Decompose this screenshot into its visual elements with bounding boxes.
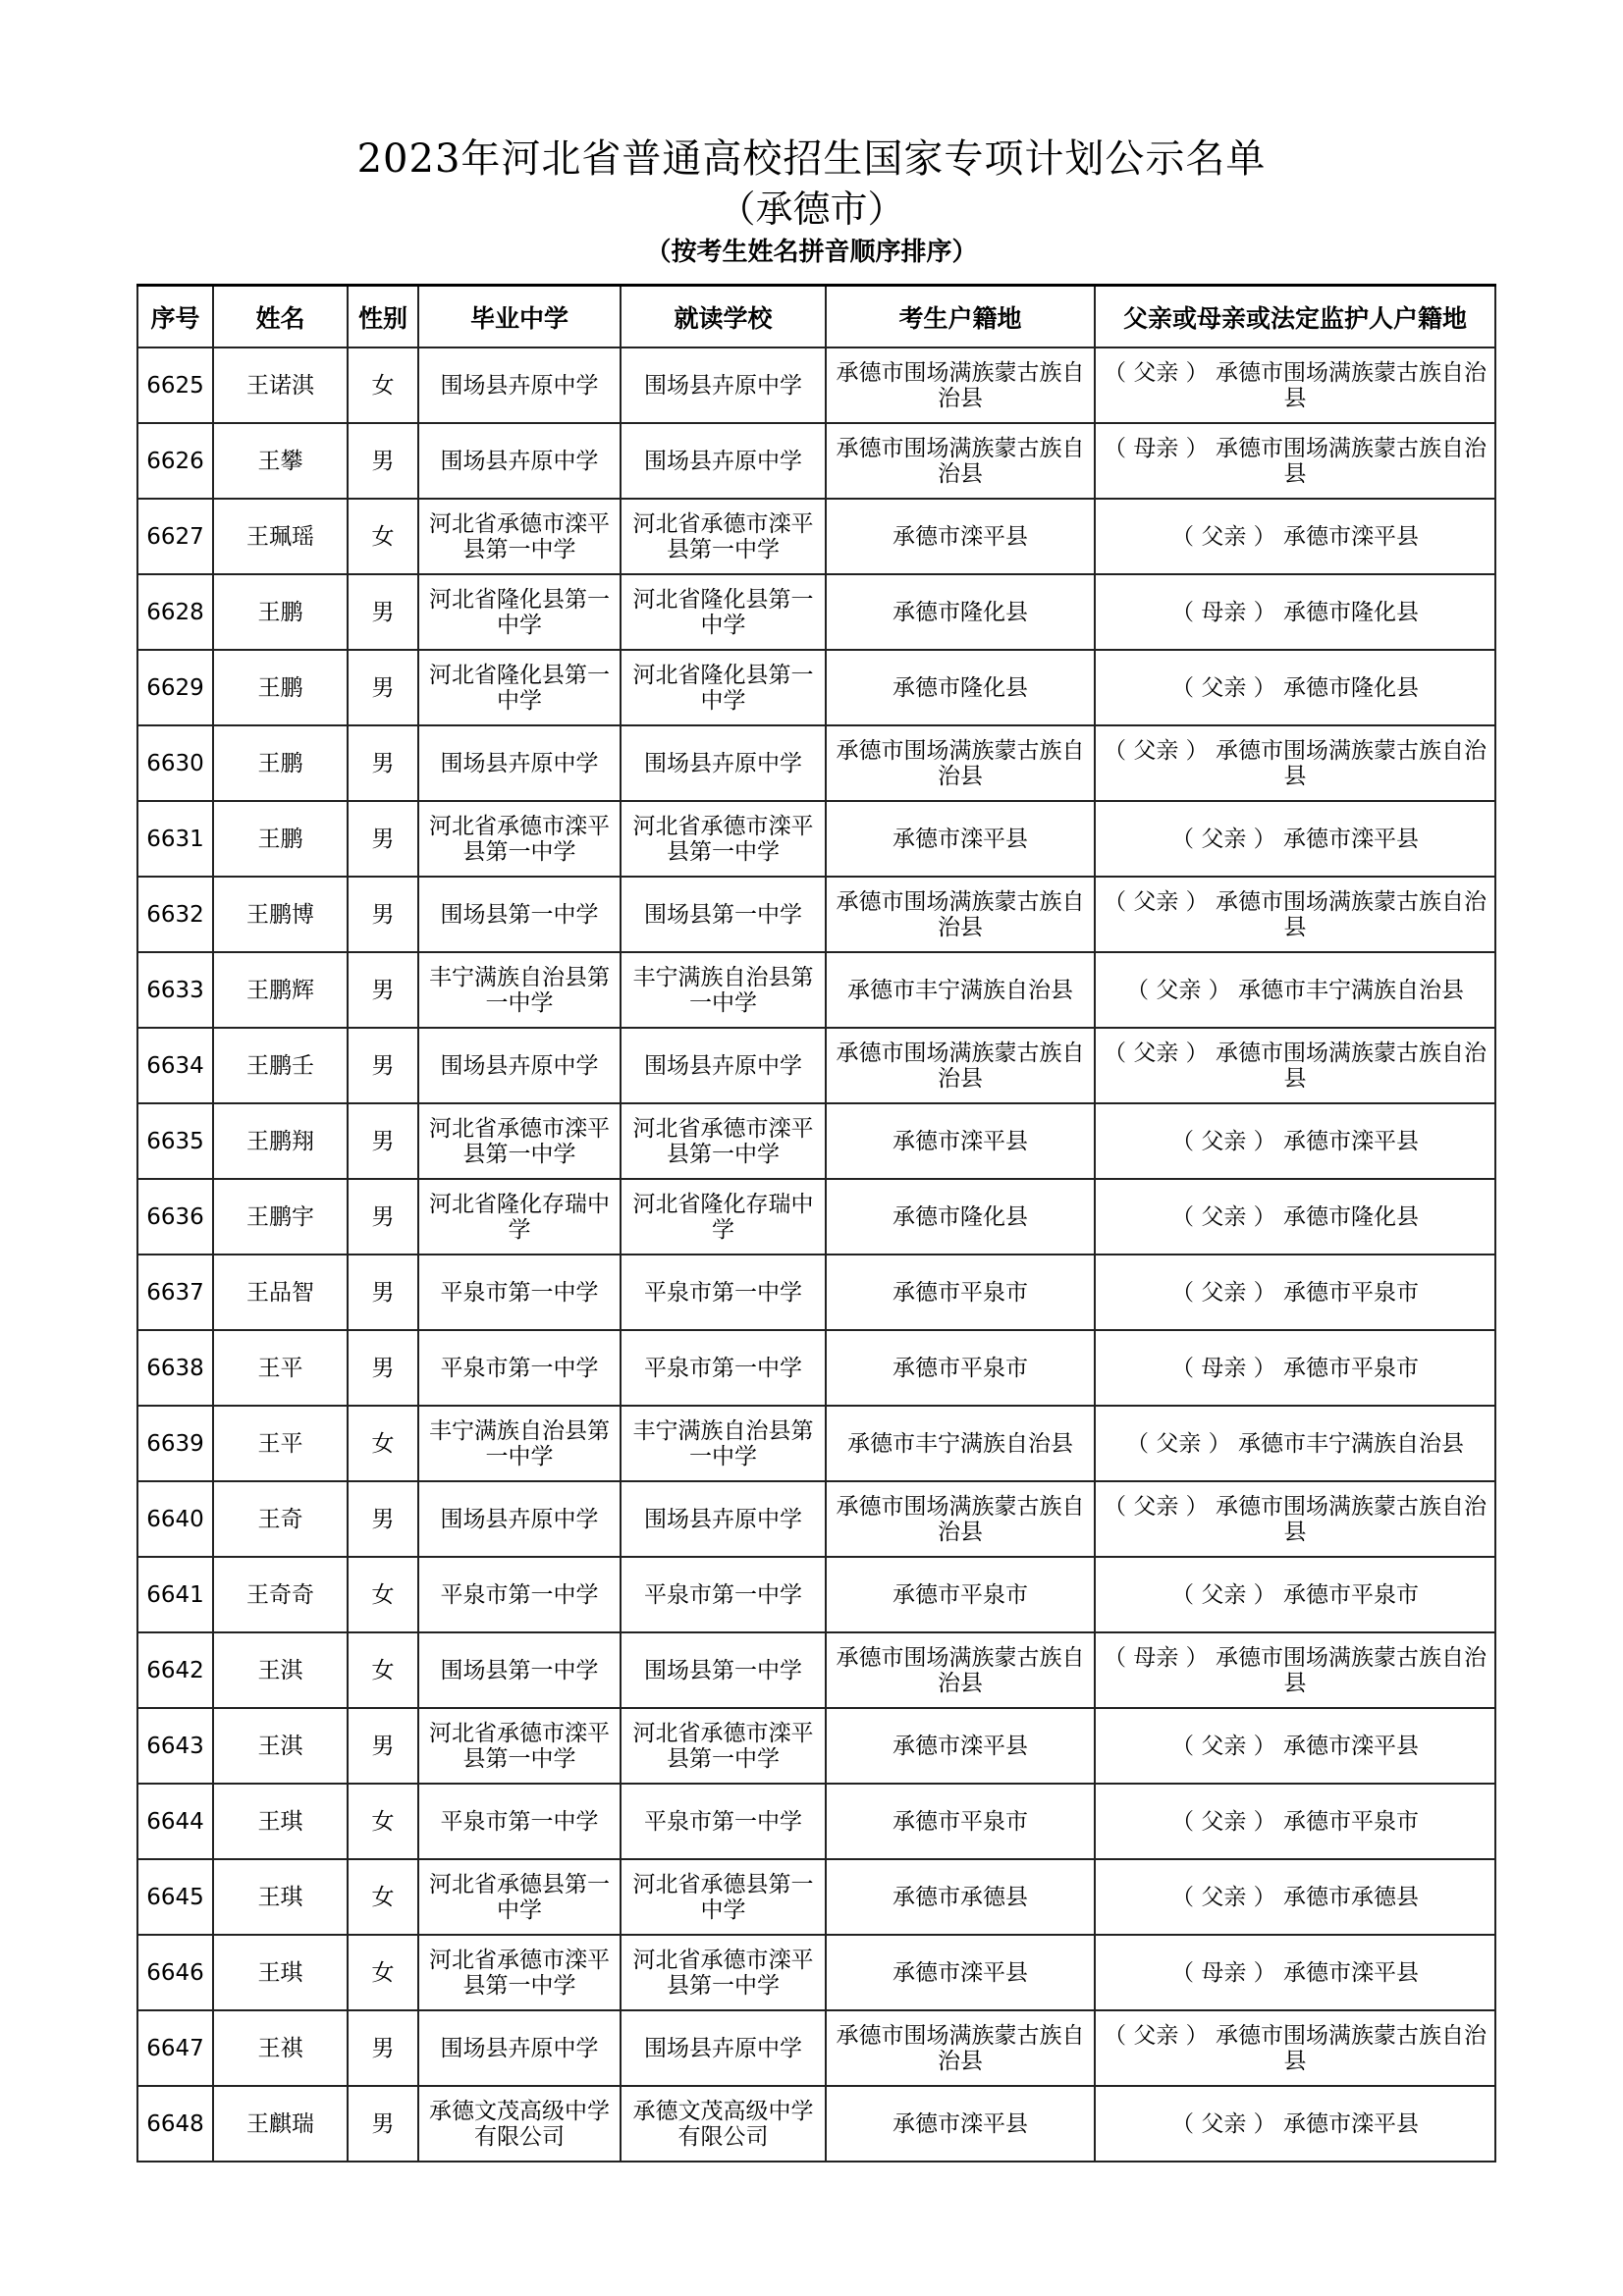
- table-row: [137, 1028, 1495, 1103]
- cell-student-residence: 承德市平泉市: [826, 1784, 1095, 1859]
- cell-name: 王珮瑶: [213, 499, 348, 574]
- cell-graduation-school: 围场县卉原中学: [418, 1028, 621, 1103]
- cell-name: 王琪: [213, 1859, 348, 1935]
- cell-guardian-residence: （ 父亲 ） 承德市围场满族蒙古族自治县: [1095, 347, 1495, 423]
- cell-graduation-school: 平泉市第一中学: [418, 1784, 621, 1859]
- cell-seq: 6639: [137, 1406, 213, 1481]
- cell-guardian-residence: （ 父亲 ） 承德市围场满族蒙古族自治县: [1095, 725, 1495, 801]
- cell-student-residence: 承德市滦平县: [826, 1708, 1095, 1784]
- header-cell-graduation-school: 毕业中学: [418, 286, 621, 348]
- cell-guardian-residence: （ 母亲 ） 承德市围场满族蒙古族自治县: [1095, 423, 1495, 499]
- cell-graduation-school: 河北省隆化存瑞中学: [418, 1179, 621, 1255]
- cell-guardian-residence: （ 父亲 ） 承德市平泉市: [1095, 1557, 1495, 1632]
- cell-student-residence: 承德市承德县: [826, 1859, 1095, 1935]
- header-cell-guardian-residence: 父亲或母亲或法定监护人户籍地: [1095, 286, 1495, 348]
- document-subtitle: （承德市）: [718, 187, 905, 231]
- cell-guardian-residence: （ 父亲 ） 承德市围场满族蒙古族自治县: [1095, 1028, 1495, 1103]
- cell-guardian-residence: （ 父亲 ） 承德市围场满族蒙古族自治县: [1095, 1481, 1495, 1557]
- cell-graduation-school: 河北省承德市滦平县第一中学: [418, 1935, 621, 2010]
- cell-graduation-school: 围场县卉原中学: [418, 423, 621, 499]
- cell-seq: 6628: [137, 574, 213, 650]
- table-row: [137, 574, 1495, 650]
- cell-seq: 6634: [137, 1028, 213, 1103]
- cell-name: 王琪: [213, 1784, 348, 1859]
- cell-gender: 男: [348, 801, 418, 877]
- cell-name: 王鹏: [213, 801, 348, 877]
- cell-seq: 6630: [137, 725, 213, 801]
- cell-name: 王品智: [213, 1255, 348, 1330]
- table-row: [137, 1632, 1495, 1708]
- cell-seq: 6632: [137, 877, 213, 952]
- cell-guardian-residence: （ 父亲 ） 承德市平泉市: [1095, 1784, 1495, 1859]
- cell-current-school: 围场县第一中学: [621, 877, 826, 952]
- cell-student-residence: 承德市滦平县: [826, 801, 1095, 877]
- cell-student-residence: 承德市围场满族蒙古族自治县: [826, 347, 1095, 423]
- table-row: [137, 1935, 1495, 2010]
- table-row: [137, 801, 1495, 877]
- header-row: [137, 286, 1495, 348]
- cell-gender: 男: [348, 1708, 418, 1784]
- cell-graduation-school: 围场县卉原中学: [418, 1481, 621, 1557]
- cell-current-school: 河北省承德市滦平县第一中学: [621, 801, 826, 877]
- table-row: [137, 1708, 1495, 1784]
- table-row: [137, 499, 1495, 574]
- cell-gender: 女: [348, 1557, 418, 1632]
- table-row: [137, 1784, 1495, 1859]
- table-row: [137, 952, 1495, 1028]
- cell-graduation-school: 围场县第一中学: [418, 1632, 621, 1708]
- cell-graduation-school: 河北省隆化县第一中学: [418, 650, 621, 725]
- cell-graduation-school: 围场县卉原中学: [418, 725, 621, 801]
- cell-student-residence: 承德市围场满族蒙古族自治县: [826, 2010, 1095, 2086]
- table-row: [137, 725, 1495, 801]
- table-row: [137, 2086, 1495, 2162]
- cell-gender: 男: [348, 2010, 418, 2086]
- cell-graduation-school: 围场县第一中学: [418, 877, 621, 952]
- header-cell-gender: 性别: [348, 286, 418, 348]
- cell-guardian-residence: （ 母亲 ） 承德市围场满族蒙古族自治县: [1095, 1632, 1495, 1708]
- document-title: 2023年河北省普通高校招生国家专项计划公示名单: [356, 136, 1267, 182]
- cell-seq: 6646: [137, 1935, 213, 2010]
- cell-gender: 男: [348, 1481, 418, 1557]
- cell-seq: 6638: [137, 1330, 213, 1406]
- cell-student-residence: 承德市丰宁满族自治县: [826, 1406, 1095, 1481]
- cell-guardian-residence: （ 父亲 ） 承德市滦平县: [1095, 1708, 1495, 1784]
- cell-seq: 6647: [137, 2010, 213, 2086]
- cell-guardian-residence: （ 父亲 ） 承德市隆化县: [1095, 650, 1495, 725]
- cell-gender: 女: [348, 1935, 418, 2010]
- cell-student-residence: 承德市滦平县: [826, 499, 1095, 574]
- cell-guardian-residence: （ 父亲 ） 承德市滦平县: [1095, 801, 1495, 877]
- cell-student-residence: 承德市围场满族蒙古族自治县: [826, 1028, 1095, 1103]
- cell-graduation-school: 丰宁满族自治县第一中学: [418, 1406, 621, 1481]
- cell-student-residence: 承德市滦平县: [826, 1935, 1095, 2010]
- cell-seq: 6637: [137, 1255, 213, 1330]
- cell-student-residence: 承德市围场满族蒙古族自治县: [826, 1481, 1095, 1557]
- cell-seq: 6643: [137, 1708, 213, 1784]
- cell-current-school: 河北省隆化县第一中学: [621, 574, 826, 650]
- cell-name: 王攀: [213, 423, 348, 499]
- table-row: [137, 1103, 1495, 1179]
- cell-current-school: 平泉市第一中学: [621, 1557, 826, 1632]
- cell-graduation-school: 河北省承德县第一中学: [418, 1859, 621, 1935]
- header-cell-name: 姓名: [213, 286, 348, 348]
- sort-note: （按考生姓名拼音顺序排序）: [645, 238, 978, 267]
- cell-name: 王鹏翔: [213, 1103, 348, 1179]
- table-row: [137, 1481, 1495, 1557]
- cell-gender: 男: [348, 1028, 418, 1103]
- table-row: [137, 1330, 1495, 1406]
- cell-current-school: 丰宁满族自治县第一中学: [621, 1406, 826, 1481]
- cell-student-residence: 承德市丰宁满族自治县: [826, 952, 1095, 1028]
- table-row: [137, 1406, 1495, 1481]
- cell-name: 王鹏: [213, 725, 348, 801]
- cell-seq: 6641: [137, 1557, 213, 1632]
- cell-current-school: 河北省承德市滦平县第一中学: [621, 1103, 826, 1179]
- cell-graduation-school: 河北省承德市滦平县第一中学: [418, 499, 621, 574]
- cell-gender: 男: [348, 1255, 418, 1330]
- cell-gender: 女: [348, 1632, 418, 1708]
- cell-gender: 男: [348, 725, 418, 801]
- cell-current-school: 河北省承德市滦平县第一中学: [621, 1708, 826, 1784]
- cell-gender: 女: [348, 499, 418, 574]
- cell-guardian-residence: （ 父亲 ） 承德市滦平县: [1095, 1103, 1495, 1179]
- cell-student-residence: 承德市隆化县: [826, 1179, 1095, 1255]
- cell-guardian-residence: （ 父亲 ） 承德市承德县: [1095, 1859, 1495, 1935]
- table-row: [137, 1255, 1495, 1330]
- table-row: [137, 877, 1495, 952]
- cell-current-school: 围场县卉原中学: [621, 1481, 826, 1557]
- cell-graduation-school: 河北省承德市滦平县第一中学: [418, 1708, 621, 1784]
- cell-name: 王奇: [213, 1481, 348, 1557]
- cell-gender: 男: [348, 1179, 418, 1255]
- cell-graduation-school: 河北省承德市滦平县第一中学: [418, 801, 621, 877]
- table-row: [137, 347, 1495, 423]
- cell-gender: 女: [348, 1859, 418, 1935]
- cell-name: 王祺: [213, 2010, 348, 2086]
- cell-guardian-residence: （ 父亲 ） 承德市围场满族蒙古族自治县: [1095, 2010, 1495, 2086]
- cell-current-school: 河北省承德市滦平县第一中学: [621, 499, 826, 574]
- cell-name: 王鹏辉: [213, 952, 348, 1028]
- cell-graduation-school: 围场县卉原中学: [418, 347, 621, 423]
- table-row: [137, 1557, 1495, 1632]
- cell-seq: 6631: [137, 801, 213, 877]
- cell-name: 王奇奇: [213, 1557, 348, 1632]
- table-row: [137, 1859, 1495, 1935]
- cell-name: 王诺淇: [213, 347, 348, 423]
- table-row: [137, 2010, 1495, 2086]
- header-cell-current-school: 就读学校: [621, 286, 826, 348]
- cell-gender: 男: [348, 2086, 418, 2162]
- cell-gender: 男: [348, 1330, 418, 1406]
- header-cell-seq: 序号: [137, 286, 213, 348]
- table-row: [137, 650, 1495, 725]
- table-header: [137, 286, 1495, 348]
- cell-seq: 6645: [137, 1859, 213, 1935]
- cell-student-residence: 承德市平泉市: [826, 1557, 1095, 1632]
- cell-seq: 6625: [137, 347, 213, 423]
- cell-graduation-school: 河北省隆化县第一中学: [418, 574, 621, 650]
- cell-student-residence: 承德市围场满族蒙古族自治县: [826, 877, 1095, 952]
- cell-current-school: 河北省承德县第一中学: [621, 1859, 826, 1935]
- cell-guardian-residence: （ 母亲 ） 承德市滦平县: [1095, 1935, 1495, 2010]
- cell-student-residence: 承德市滦平县: [826, 1103, 1095, 1179]
- cell-name: 王鹏: [213, 650, 348, 725]
- cell-name: 王琪: [213, 1935, 348, 2010]
- cell-current-school: 围场县卉原中学: [621, 2010, 826, 2086]
- cell-seq: 6644: [137, 1784, 213, 1859]
- cell-student-residence: 承德市隆化县: [826, 650, 1095, 725]
- cell-graduation-school: 平泉市第一中学: [418, 1557, 621, 1632]
- cell-student-residence: 承德市滦平县: [826, 2086, 1095, 2162]
- cell-seq: 6642: [137, 1632, 213, 1708]
- cell-student-residence: 承德市平泉市: [826, 1255, 1095, 1330]
- cell-guardian-residence: （ 父亲 ） 承德市滦平县: [1095, 2086, 1495, 2162]
- cell-seq: 6633: [137, 952, 213, 1028]
- cell-guardian-residence: （ 父亲 ） 承德市滦平县: [1095, 499, 1495, 574]
- cell-graduation-school: 丰宁满族自治县第一中学: [418, 952, 621, 1028]
- cell-student-residence: 承德市隆化县: [826, 574, 1095, 650]
- cell-name: 王鹏: [213, 574, 348, 650]
- cell-name: 王麒瑞: [213, 2086, 348, 2162]
- cell-seq: 6648: [137, 2086, 213, 2162]
- cell-gender: 男: [348, 877, 418, 952]
- cell-name: 王鹏壬: [213, 1028, 348, 1103]
- cell-seq: 6640: [137, 1481, 213, 1557]
- cell-gender: 女: [348, 1784, 418, 1859]
- cell-name: 王淇: [213, 1708, 348, 1784]
- table-row: [137, 1179, 1495, 1255]
- cell-student-residence: 承德市围场满族蒙古族自治县: [826, 423, 1095, 499]
- cell-guardian-residence: （ 父亲 ） 承德市隆化县: [1095, 1179, 1495, 1255]
- roster-table: [136, 284, 1496, 2163]
- cell-student-residence: 承德市围场满族蒙古族自治县: [826, 1632, 1095, 1708]
- cell-seq: 6636: [137, 1179, 213, 1255]
- cell-guardian-residence: （ 父亲 ） 承德市围场满族蒙古族自治县: [1095, 877, 1495, 952]
- cell-guardian-residence: （ 母亲 ） 承德市隆化县: [1095, 574, 1495, 650]
- cell-gender: 男: [348, 1103, 418, 1179]
- cell-gender: 男: [348, 423, 418, 499]
- cell-guardian-residence: （ 父亲 ） 承德市平泉市: [1095, 1255, 1495, 1330]
- cell-student-residence: 承德市围场满族蒙古族自治县: [826, 725, 1095, 801]
- header-cell-student-residence: 考生户籍地: [826, 286, 1095, 348]
- cell-gender: 女: [348, 347, 418, 423]
- cell-current-school: 丰宁满族自治县第一中学: [621, 952, 826, 1028]
- cell-current-school: 平泉市第一中学: [621, 1255, 826, 1330]
- cell-gender: 男: [348, 952, 418, 1028]
- cell-current-school: 河北省隆化存瑞中学: [621, 1179, 826, 1255]
- cell-current-school: 围场县卉原中学: [621, 725, 826, 801]
- cell-current-school: 围场县卉原中学: [621, 1028, 826, 1103]
- cell-graduation-school: 承德文茂高级中学有限公司: [418, 2086, 621, 2162]
- cell-current-school: 平泉市第一中学: [621, 1330, 826, 1406]
- cell-current-school: 河北省隆化县第一中学: [621, 650, 826, 725]
- table-body: [137, 347, 1495, 2162]
- cell-current-school: 围场县卉原中学: [621, 423, 826, 499]
- cell-seq: 6629: [137, 650, 213, 725]
- cell-gender: 男: [348, 650, 418, 725]
- cell-seq: 6626: [137, 423, 213, 499]
- table-row: [137, 423, 1495, 499]
- cell-student-residence: 承德市平泉市: [826, 1330, 1095, 1406]
- cell-current-school: 承德文茂高级中学有限公司: [621, 2086, 826, 2162]
- cell-current-school: 河北省承德市滦平县第一中学: [621, 1935, 826, 2010]
- cell-name: 王平: [213, 1406, 348, 1481]
- cell-graduation-school: 围场县卉原中学: [418, 2010, 621, 2086]
- cell-name: 王平: [213, 1330, 348, 1406]
- cell-seq: 6635: [137, 1103, 213, 1179]
- cell-seq: 6627: [137, 499, 213, 574]
- cell-gender: 男: [348, 574, 418, 650]
- cell-current-school: 围场县卉原中学: [621, 347, 826, 423]
- cell-current-school: 平泉市第一中学: [621, 1784, 826, 1859]
- cell-graduation-school: 平泉市第一中学: [418, 1255, 621, 1330]
- cell-name: 王鹏宇: [213, 1179, 348, 1255]
- cell-graduation-school: 平泉市第一中学: [418, 1330, 621, 1406]
- cell-guardian-residence: （ 父亲 ） 承德市丰宁满族自治县: [1095, 1406, 1495, 1481]
- cell-current-school: 围场县第一中学: [621, 1632, 826, 1708]
- cell-guardian-residence: （ 父亲 ） 承德市丰宁满族自治县: [1095, 952, 1495, 1028]
- cell-guardian-residence: （ 母亲 ） 承德市平泉市: [1095, 1330, 1495, 1406]
- cell-graduation-school: 河北省承德市滦平县第一中学: [418, 1103, 621, 1179]
- cell-name: 王淇: [213, 1632, 348, 1708]
- cell-gender: 女: [348, 1406, 418, 1481]
- cell-name: 王鹏博: [213, 877, 348, 952]
